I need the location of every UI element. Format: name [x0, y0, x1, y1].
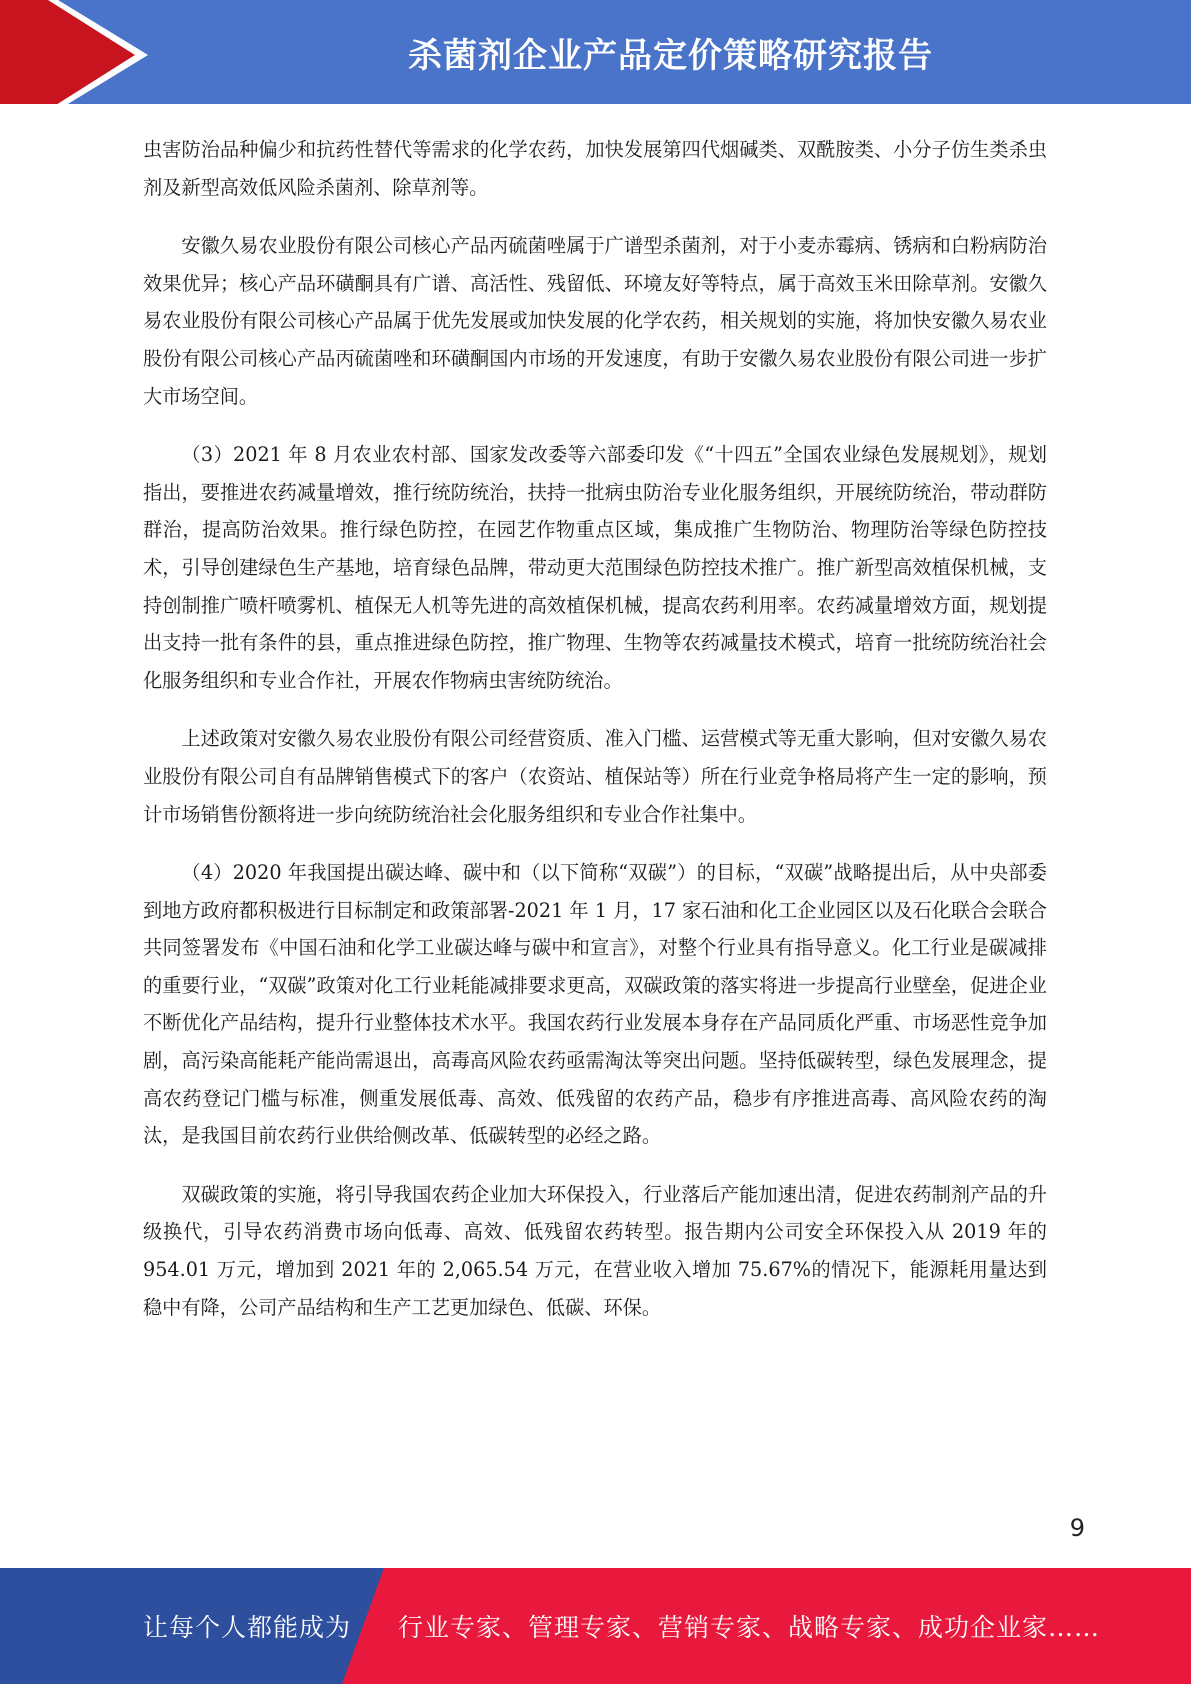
- paragraph-6: 双碳政策的实施，将引导我国农药企业加大环保投入，行业落后产能加速出清，促进农药制剂产品的升级换代，引导农药消费市场向低毒、高效、低残留农药转型。报告期内公司安全环保投入从 2019 年的 954.01 万元，增加到 2021 年的 2,065.54 万元，在营业收入增加 75.67%的情况下，能源耗用量达到稳中有降，公司产品结构和生产工艺更加绿色、低碳、环保。: [143, 1182, 1047, 1319]
- paragraph-3: （3）2021 年 8 月农业农村部、国家发改委等六部委印发《“十四五”全国农业绿色发展规划》，规划指出，要推进农药减量增效，推行统防统治，扶持一批病虫防治专业化服务组织，开展统防统治，带动群防群治，提高防治效果。推行绿色防控，在园艺作物重点区域，集成推广生物防治、物理防治等绿色防控技术，引导创建绿色生产基地，培育绿色品牌，带动更大范围绿色防控技术推广。推广新型高效植保机械，支持创制推广喷杆喷雾机、植保无人机等先进的高效植保机械，提高农药利用率。农药减量增效方面，规划提出支持一批有条件的县，重点推进绿色防控，推广物理、生物等农药减量技术模式，培育一批统防统治社会化服务组织和专业合作社，开展农作物病虫害统防统治。: [143, 443, 1047, 692]
- header-banner: [0, 0, 1191, 110]
- footer-slogan-left: 让每个人都能成为: [143, 1613, 352, 1642]
- paragraph-2: 安徽久易农业股份有限公司核心产品丙硫菌唑属于广谱型杀菌剂，对于小麦赤霉病、锈病和白粉病防治效果优异；核心产品环磺酮具有广谱、高活性、残留低、环境友好等特点，属于高效玉米田除草剂。安徽久易农业股份有限公司核心产品属于优先发展或加快发展的化学农药，相关规划的实施，将加快安徽久易农业股份有限公司核心产品丙硫菌唑和环磺酮国内市场的开发速度，有助于安徽久易农业股份有限公司进一步扩大市场空间。: [143, 234, 1047, 408]
- page-number: 9: [1069, 1514, 1085, 1542]
- document-body: [143, 131, 1047, 1347]
- paragraph-4: 上述政策对安徽久易农业股份有限公司经营资质、准入门槛、运营模式等无重大影响，但对安徽久易农业股份有限公司自有品牌销售模式下的客户（农资站、植保站等）所在行业竞争格局将产生一定的影响，预计市场销售份额将进一步向统防统治社会化服务组织和专业合作社集中。: [143, 727, 1047, 826]
- footer-slogan-right: 行业专家、管理专家、营销专家、战略专家、成功企业家……: [398, 1613, 1101, 1642]
- footer-banner: [0, 1568, 1191, 1684]
- paragraph-1: 虫害防治品种偏少和抗药性替代等需求的化学农药，加快发展第四代烟碱类、双酰胺类、小分子仿生类杀虫剂及新型高效低风险杀菌剂、除草剂等。: [143, 138, 1047, 199]
- paragraph-5: （4）2020 年我国提出碳达峰、碳中和（以下简称“双碳”）的目标，“双碳”战略提出后，从中央部委到地方政府都积极进行目标制定和政策部署-2021 年 1 月，17 家石油和化工企业园区以及石化联合会联合共同签署发布《中国石油和化学工业碳达峰与碳中和宣言》，对整个行业具有指导意义。化工行业是碳减排的重要行业，“双碳”政策对化工行业耗能减排要求更高，双碳政策的落实将进一步提高行业壁垒，促进企业不断优化产品结构，提升行业整体技术水平。我国农药行业发展本身存在产品同质化严重、市场恶性竞争加剧，高污染高能耗产能尚需退出，高毒高风险农药亟需淘汰等突出问题。坚持低碳转型，绿色发展理念，提高农药登记门槛与标准，侧重发展低毒、高效、低残留的农药产品，稳步有序推进高毒、高风险农药的淘汰，是我国目前农药行业供给侧改革、低碳转型的必经之路。: [143, 861, 1047, 1148]
- page-title: 杀菌剂企业产品定价策略研究报告: [408, 35, 933, 76]
